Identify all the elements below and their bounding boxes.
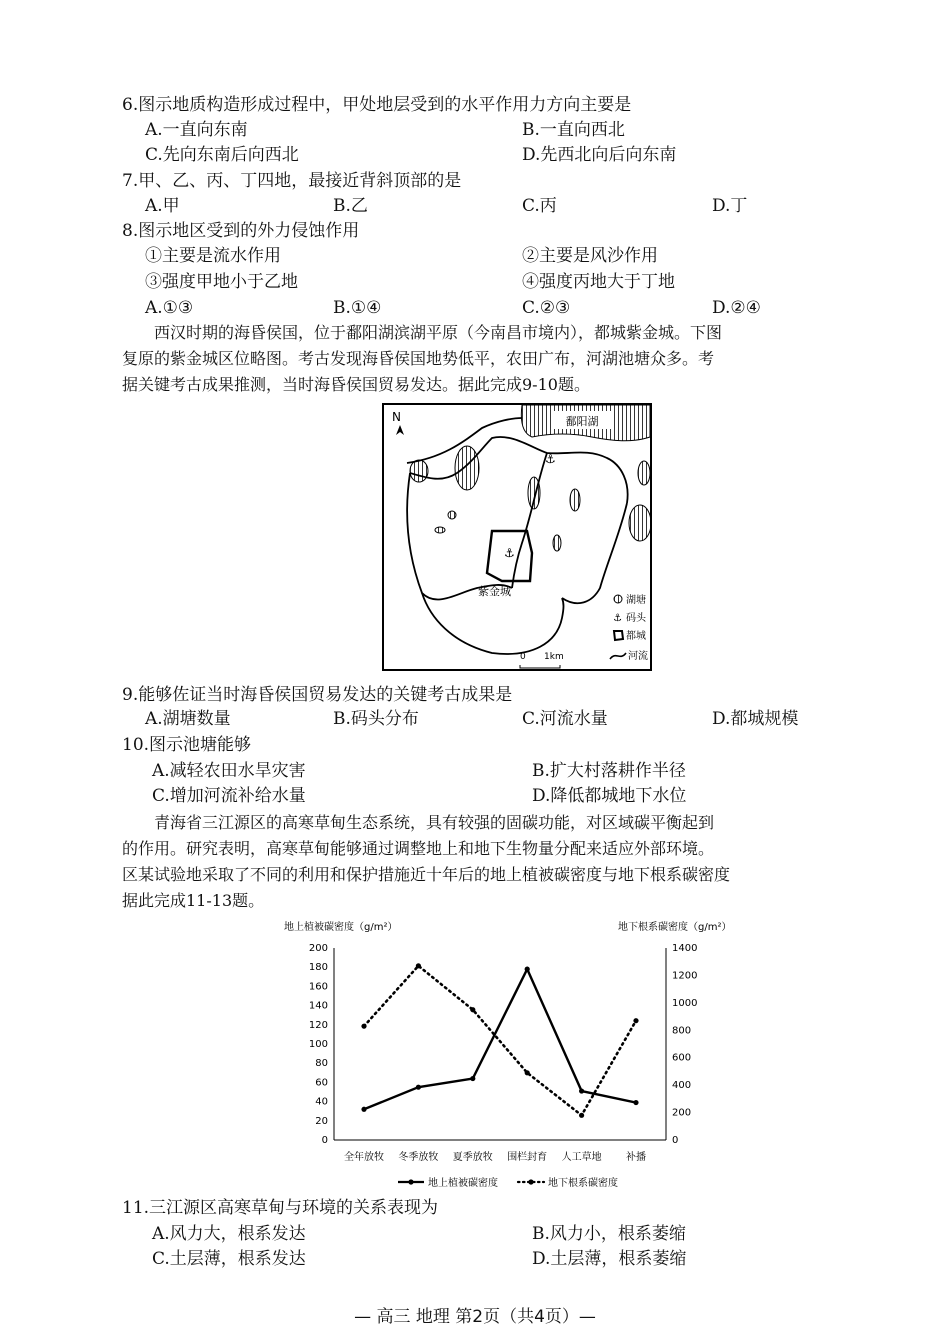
- passage-haihun-line3: 据关键考古成果推测，当时海昏侯国贸易发达。据此完成9-10题。: [122, 375, 590, 394]
- scale-zero: 0: [520, 652, 526, 662]
- series-2-point: [633, 1018, 638, 1023]
- lake-label: 鄱阳湖: [565, 415, 599, 428]
- right-tick-label: 800: [672, 1025, 692, 1037]
- q7-stem: 7.甲、乙、丙、丁四地，最接近背斜顶部的是: [122, 171, 462, 191]
- q7-option-a: A.甲: [145, 196, 180, 216]
- passage-haihun-line1: 西汉时期的海昏侯国，位于鄱阳湖滨湖平原（今南昌市境内），都城紫金城。下图: [154, 323, 723, 342]
- pond: [638, 461, 650, 485]
- north-label: N: [392, 410, 401, 424]
- series-2-point: [579, 1113, 584, 1118]
- series-1-point: [579, 1088, 584, 1093]
- q8-option-c: C.②③: [522, 298, 571, 318]
- right-tick-label: 1000: [672, 997, 698, 1009]
- anchor-icon: ⚓: [545, 452, 556, 466]
- chart-svg: [278, 912, 758, 1192]
- passage-haihun: [122, 320, 850, 398]
- right-tick-label: 0: [672, 1135, 679, 1146]
- passage-sanjiangyuan-line3: 区某试验地采取了不同的利用和保护措施近十年后的地上植被碳密度与地下根系碳密度: [122, 865, 731, 884]
- q8-statement-1: ①主要是流水作用: [145, 246, 281, 266]
- series-2-point: [470, 1007, 475, 1012]
- q7-option-b: B.乙: [333, 196, 368, 216]
- passage-haihun-line2: 复原的紫金城区位略图。考古发现海昏侯国地势低平，农田广布，河湖池塘众多。考: [122, 349, 715, 368]
- q8-stem: 8.图示地区受到的外力侵蚀作用: [122, 221, 360, 241]
- page-footer: — 高三 地理 第2页（共4页）—: [354, 1307, 596, 1327]
- right-tick-label: 400: [672, 1080, 692, 1092]
- zijincheng-location-map: [382, 403, 652, 671]
- map-frame: [383, 404, 651, 670]
- category-tick-label: 补播: [626, 1152, 646, 1163]
- left-tick-label: 20: [315, 1115, 328, 1127]
- q6-option-b: B.一直向西北: [522, 120, 625, 140]
- q11-option-b: B.风力小，根系萎缩: [532, 1224, 686, 1244]
- q11-option-c: C.土层薄，根系发达: [152, 1249, 306, 1269]
- left-tick-label: 100: [308, 1039, 328, 1050]
- q9-option-d: D.都城规模: [712, 709, 799, 729]
- series-line-1: [364, 969, 636, 1109]
- series-2-point: [525, 1070, 530, 1075]
- pond: [629, 505, 651, 541]
- category-tick-label: 夏季放牧: [452, 1152, 493, 1163]
- city-label: 紫金城: [478, 585, 511, 598]
- legend-dock-label: 码头: [626, 613, 646, 624]
- q7-option-c: C.丙: [522, 196, 557, 216]
- q7-option-d: D.丁: [712, 196, 748, 216]
- anchor-icon: ⚓: [504, 546, 515, 560]
- series-1-point: [361, 1107, 366, 1112]
- q8-option-b: B.①④: [333, 298, 382, 318]
- legend-river-label: 河流: [628, 651, 648, 662]
- q10-option-b: B.扩大村落耕作半径: [532, 761, 686, 781]
- q9-option-a: A.湖塘数量: [145, 709, 231, 729]
- q10-option-c: C.增加河流补给水量: [152, 786, 306, 806]
- q10-option-d: D.降低都城地下水位: [532, 786, 687, 806]
- q6-option-d: D.先西北向后向东南: [522, 145, 677, 165]
- right-tick-label: 1200: [672, 970, 698, 982]
- right-tick-label: 200: [672, 1107, 692, 1119]
- category-tick-label: 人工草地: [561, 1152, 602, 1163]
- left-tick-label: 160: [308, 981, 328, 993]
- legend-pond-label: 湖塘: [626, 595, 646, 606]
- series-2-point: [416, 963, 421, 968]
- q11-stem: 11.三江源区高寒草甸与环境的关系表现为: [122, 1198, 439, 1218]
- legend-anchor-icon: ⚓: [613, 613, 622, 624]
- left-tick-label: 140: [308, 1000, 328, 1012]
- pond: [570, 489, 580, 511]
- q8-statement-4: ④强度丙地大于丁地: [522, 272, 675, 292]
- left-tick-label: 60: [315, 1077, 328, 1089]
- q6-stem: 6.图示地质构造形成过程中，甲处地层受到的水平作用力方向主要是: [122, 95, 632, 115]
- left-tick-label: 200: [308, 943, 328, 954]
- left-axis-title: 地上植被碳密度（g/m²）: [284, 922, 398, 933]
- q9-option-b: B.码头分布: [333, 709, 419, 729]
- category-tick-label: 冬季放牧: [398, 1152, 439, 1163]
- left-tick-label: 80: [315, 1058, 328, 1070]
- pond: [410, 460, 428, 482]
- q10-stem: 10.图示池塘能够: [122, 735, 252, 755]
- left-tick-label: 120: [308, 1019, 328, 1031]
- carbon-density-chart: [278, 912, 758, 1192]
- passage-sanjiangyuan: [122, 810, 850, 914]
- legend-pond-icon: [614, 595, 622, 603]
- left-tick-label: 40: [315, 1096, 328, 1108]
- category-tick-label: 围栏封育: [507, 1152, 548, 1163]
- legend-solid-point: [408, 1179, 413, 1184]
- legend-dotted-point: [528, 1179, 533, 1184]
- legend-label-below-ground: 地下根系碳密度: [548, 1178, 618, 1189]
- q9-stem: 9.能够佐证当时海昏侯国贸易发达的关键考古成果是: [122, 685, 513, 705]
- passage-sanjiangyuan-line4: 据此完成11-13题。: [122, 891, 265, 910]
- series-2-point: [361, 1024, 366, 1029]
- q8-option-d: D.②④: [712, 298, 761, 318]
- category-tick-label: 全年放牧: [344, 1152, 384, 1163]
- left-tick-label: 180: [308, 962, 328, 974]
- q8-statement-2: ②主要是风沙作用: [522, 246, 658, 266]
- q8-option-a: A.①③: [145, 298, 194, 318]
- legend-city-label: 都城: [626, 631, 646, 642]
- series-1-point: [470, 1076, 475, 1081]
- series-1-point: [416, 1085, 421, 1090]
- scale-one-km: 1km: [544, 652, 564, 662]
- pond: [553, 535, 561, 551]
- q11-option-d: D.土层薄，根系萎缩: [532, 1249, 687, 1269]
- left-tick-label: 0: [321, 1135, 328, 1146]
- right-axis-title: 地下根系碳密度（g/m²）: [618, 922, 732, 933]
- q10-option-a: A.减轻农田水旱灾害: [152, 761, 306, 781]
- pond: [448, 511, 456, 519]
- series-1-point: [525, 967, 530, 972]
- passage-sanjiangyuan-line2: 的作用。研究表明，高寒草甸能够通过调整地上和地下生物量分配来适应外部环境。: [122, 839, 715, 858]
- map-svg: [382, 403, 652, 671]
- q8-statement-3: ③强度甲地小于乙地: [145, 272, 298, 292]
- q6-option-c: C.先向东南后向西北: [145, 145, 299, 165]
- passage-sanjiangyuan-line1: 青海省三江源区的高寒草甸生态系统，具有较强的固碳功能，对区域碳平衡起到: [154, 813, 715, 832]
- q11-option-a: A.风力大，根系发达: [152, 1224, 306, 1244]
- legend-label-above-ground: 地上植被碳密度: [428, 1178, 498, 1189]
- pond: [455, 446, 479, 490]
- right-tick-label: 1400: [672, 943, 698, 954]
- q9-option-c: C.河流水量: [522, 709, 608, 729]
- right-tick-label: 600: [672, 1052, 692, 1064]
- pond: [528, 477, 540, 509]
- q6-option-a: A.一直向东南: [145, 120, 248, 140]
- series-1-point: [633, 1100, 638, 1105]
- pond: [435, 527, 445, 533]
